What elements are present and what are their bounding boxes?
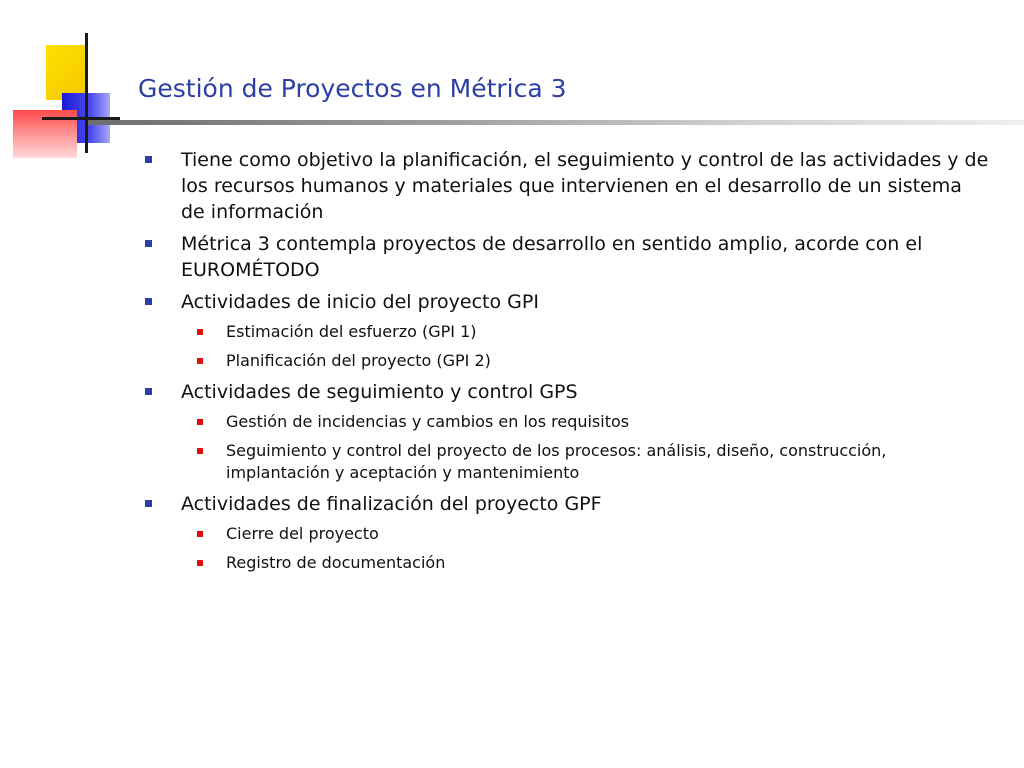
bullet-item: [140, 147, 990, 225]
small-square-bullet-icon: [197, 329, 203, 335]
sub-bullet-item: [140, 552, 990, 574]
small-square-bullet-icon: [197, 419, 203, 425]
sub-bullet-text: Cierre del proyecto: [226, 524, 379, 543]
small-square-bullet-icon: [197, 358, 203, 364]
sub-bullet-text: Planificación del proyecto (GPI 2): [226, 351, 491, 370]
bullet-text: Actividades de inicio del proyecto GPI: [181, 291, 539, 313]
sub-bullet-text: Estimación del esfuerzo (GPI 1): [226, 322, 477, 341]
bullet-list: [140, 147, 990, 581]
sub-bullet-text: Gestión de incidencias y cambios en los requisitos: [226, 412, 630, 431]
square-bullet-icon: [145, 240, 152, 247]
sub-bullet-item: [140, 411, 990, 433]
title-divider: [88, 120, 1024, 125]
sub-bullet-item: [140, 321, 990, 343]
square-bullet-icon: [145, 388, 152, 395]
small-square-bullet-icon: [197, 531, 203, 537]
sub-bullet-item: [140, 523, 990, 545]
decorative-logo: [0, 0, 140, 170]
bullet-item: [140, 379, 990, 405]
bullet-text: Actividades de seguimiento y control GPS: [181, 381, 578, 403]
sub-bullet-item: [140, 350, 990, 372]
slide-title: Gestión de Proyectos en Métrica 3: [138, 74, 567, 103]
square-bullet-icon: [145, 500, 152, 507]
bullet-item: [140, 231, 990, 283]
square-bullet-icon: [145, 298, 152, 305]
small-square-bullet-icon: [197, 560, 203, 566]
bullet-text: Métrica 3 contempla proyectos de desarrollo en sentido amplio, acorde con el EUROMÉTODO: [181, 233, 923, 281]
bullet-text: Tiene como objetivo la planificación, el seguimiento y control de las actividades y de los recursos humanos y materiales que intervienen en el desarrollo de un sistema de información: [181, 149, 989, 223]
logo-vertical-line: [85, 33, 88, 153]
bullet-item: [140, 491, 990, 517]
logo-yellow-square: [46, 45, 88, 100]
sub-bullet-item: [140, 440, 990, 484]
sub-bullet-text: Seguimiento y control del proyecto de los procesos: análisis, diseño, construcción, implantación y aceptación y mantenimiento: [226, 441, 887, 482]
bullet-text: Actividades de finalización del proyecto GPF: [181, 493, 602, 515]
small-square-bullet-icon: [197, 448, 203, 454]
bullet-item: [140, 289, 990, 315]
square-bullet-icon: [145, 156, 152, 163]
sub-bullet-text: Registro de documentación: [226, 553, 446, 572]
